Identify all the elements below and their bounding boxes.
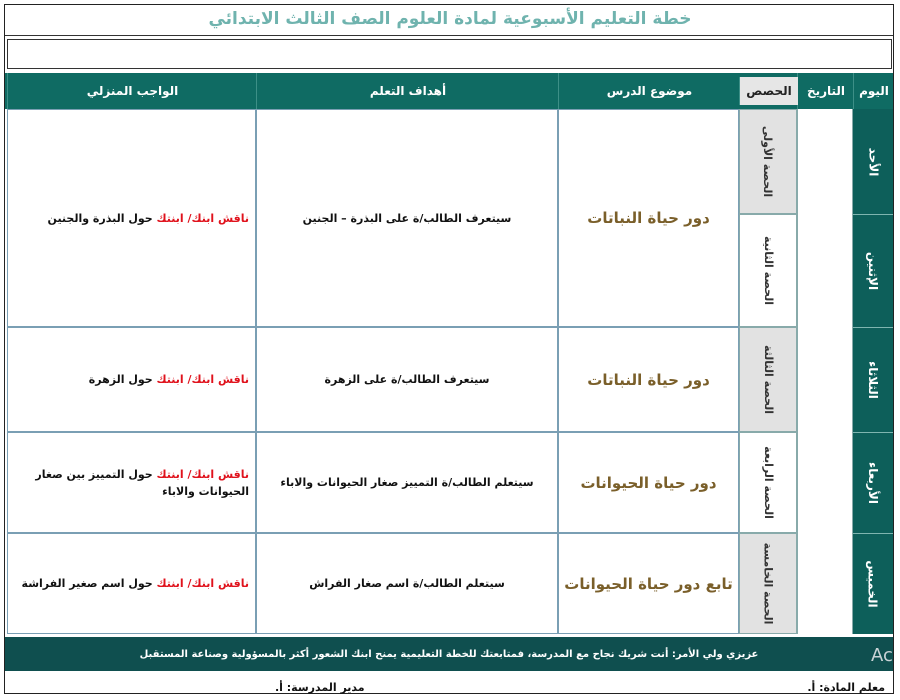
learning-objective: سيتعرف الطالب/ة على البذرة – الجنين — [256, 109, 558, 327]
blank-info-box — [7, 39, 892, 69]
learning-objective: سيتعرف الطالب/ة على الزهرة — [256, 327, 558, 432]
document-frame — [4, 4, 894, 694]
homework — [7, 327, 256, 432]
learning-objective: سيتعلم الطالب/ة التمييز صغار الحيوانات والاباء — [256, 432, 558, 533]
homework-text: حول البذرة والجنين — [47, 211, 153, 225]
homework-prefix: ناقش ابنك/ ابنتك — [156, 373, 249, 386]
title-divider — [5, 35, 893, 36]
parent-note-bar — [5, 637, 893, 671]
homework-text: حول الزهرة — [88, 373, 153, 386]
day-cell — [853, 327, 893, 433]
header-topic: موضوع الدرس — [558, 73, 740, 109]
day-label: الإثنين — [866, 251, 880, 290]
table-header-row — [5, 73, 893, 109]
lesson-topic: تابع دور حياة الحيوانات — [558, 533, 739, 634]
homework-prefix: ناقش ابنك/ ابنتك — [156, 467, 249, 481]
watermark-text: Ac — [871, 645, 893, 666]
period-label: الحصة الأولى — [761, 125, 775, 198]
day-label: الثلاثاء — [866, 360, 880, 399]
day-label: الأحد — [865, 147, 880, 176]
day-column — [853, 109, 893, 634]
homework — [7, 533, 256, 634]
day-label: الأربعاء — [866, 461, 881, 504]
header-day: اليوم — [853, 73, 894, 109]
period-label: الحصة الثالثة — [761, 345, 775, 414]
homework — [7, 432, 256, 533]
homework-prefix: ناقش ابنك/ ابنتك — [156, 577, 249, 590]
lesson-topic: دور حياة الحيوانات — [558, 432, 739, 533]
parent-note: عزيزي ولي الأمر: أنت شريك نجاح مع المدرسة، فمتابعتك للخطة التعليمية يمنح ابنك الشعور أكثر بالمسؤولية وصناعة المستقبل — [139, 648, 759, 660]
date-column — [797, 109, 853, 634]
period-cell — [739, 432, 797, 533]
homework-text: حول التمييز بين صغار الحيوانات والاباء — [35, 467, 249, 498]
header-period: الحصص — [739, 77, 798, 105]
period-cell — [739, 533, 797, 634]
page-title: خطة التعليم الأسبوعية لمادة العلوم الصف الثالث الابتدائي — [208, 9, 692, 29]
header-homework: الواجب المنزلي — [7, 73, 257, 109]
day-cell — [853, 214, 893, 328]
teacher-signature-label: معلم المادة: أ. — [807, 681, 885, 694]
period-label: الحصة الخامسة — [761, 542, 775, 625]
lesson-topic: دور حياة النباتات — [558, 109, 739, 327]
period-cell — [739, 109, 797, 214]
principal-signature-label: مدير المدرسة: أ. — [275, 681, 365, 694]
day-label: الخميس — [866, 559, 880, 608]
header-date: التاريخ — [797, 73, 854, 109]
lesson-topic: دور حياة النباتات — [558, 327, 739, 432]
header-objectives: أهداف التعلم — [256, 73, 559, 109]
homework-prefix: ناقش ابنك/ ابنتك — [156, 211, 249, 225]
homework — [7, 109, 256, 327]
learning-objective: سيتعلم الطالب/ة اسم صغار الفراش — [256, 533, 558, 634]
day-cell — [853, 109, 893, 215]
homework-text: حول اسم صغير الفراشة — [21, 577, 153, 590]
period-label: الحصة الثانية — [761, 236, 775, 305]
day-cell — [853, 533, 893, 634]
period-cell — [739, 327, 797, 432]
period-cell — [739, 214, 797, 327]
period-label: الحصة الرابعة — [761, 446, 775, 519]
day-cell — [853, 432, 893, 534]
